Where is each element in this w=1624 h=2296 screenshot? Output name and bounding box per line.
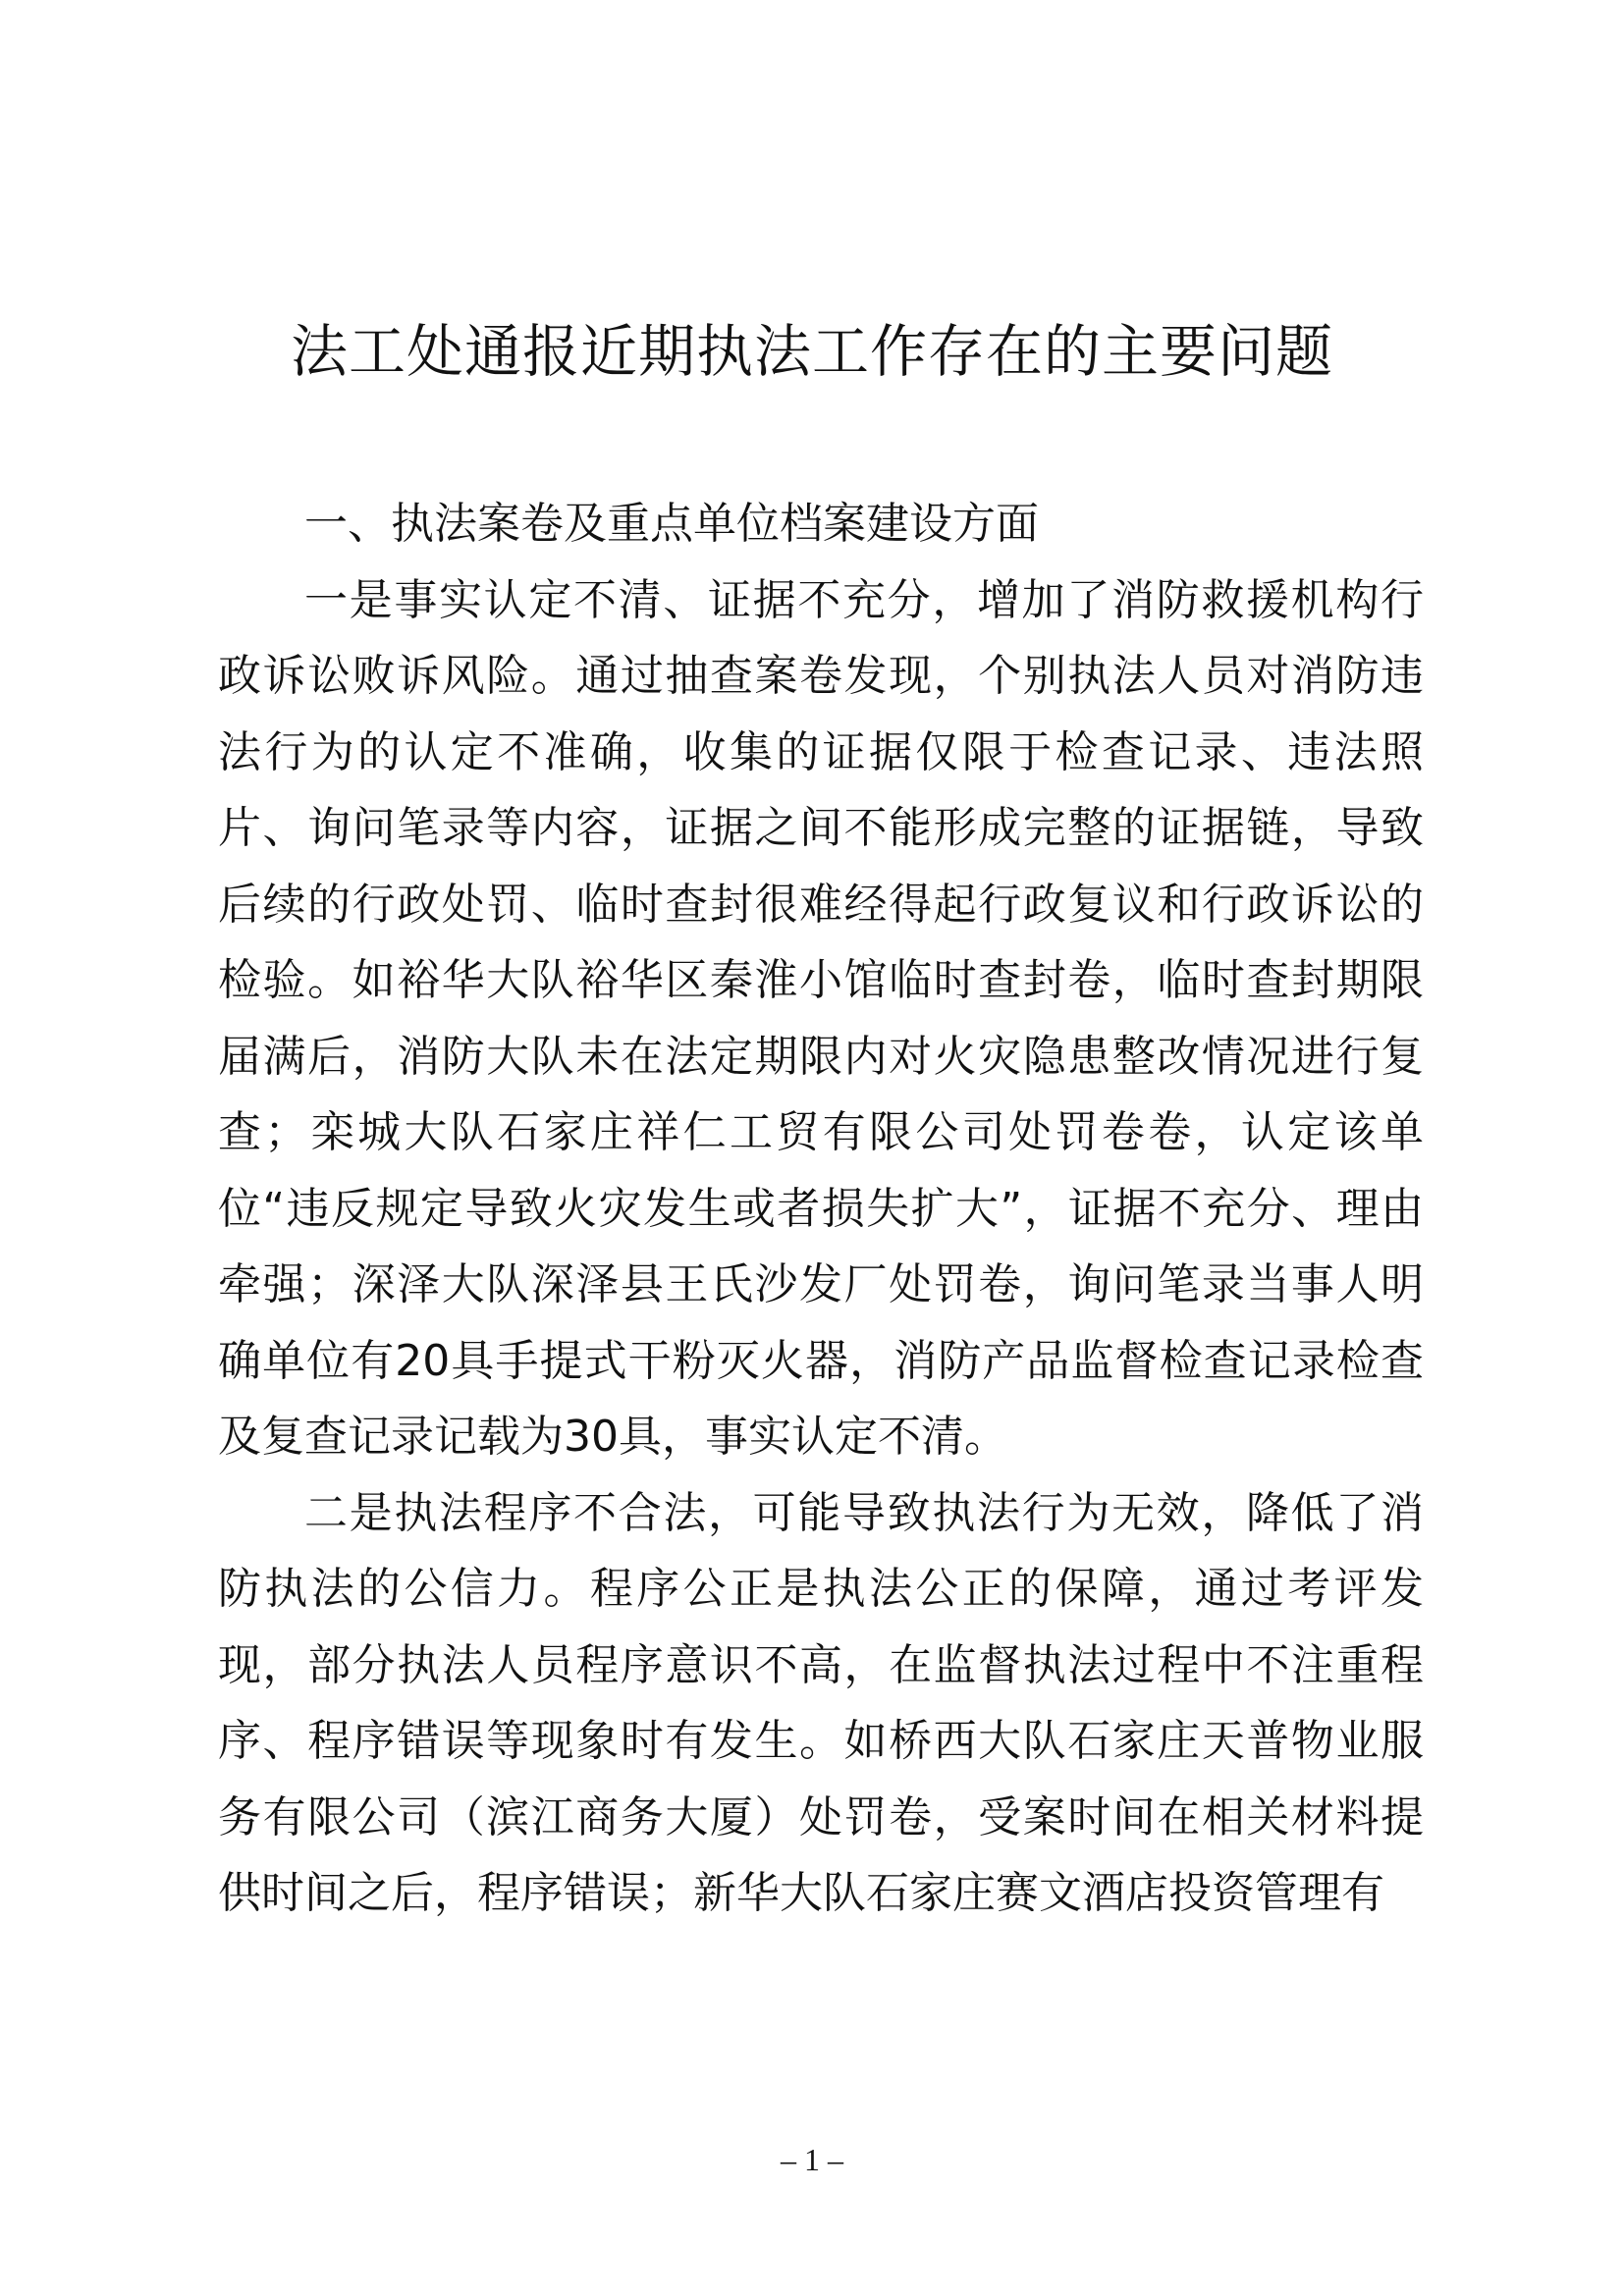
paragraph-1: 一是事实认定不清、证据不充分，增加了消防救援机构行政诉讼败诉风险。通过抽查案卷发现，个别执法人员对消防违法行为的认定不准确，收集的证据仅限于检查记录、违法照片、询问笔录等内容，证据之间不能形成完整的证据链，导致后续的行政处罚、临时查封很难经得起行政复议和行政诉讼的检验。如裕华大队裕华区秦淮小馆临时查封卷，临时查封期限届满后，消防大队未在法定期限内对火灾隐患整改情况进行复查；栾城大队石家庄祥仁工贸有限公司处罚卷卷，认定该单位“违反规定导致火灾发生或者损失扩大”，证据不充分、理由牵强；深泽大队深泽县王氏沙发厂处罚卷，询问笔录当事人明确单位有20具手提式干粉灭火器，消防产品监督检查记录检查及复查记录记载为30具，事实认定不清。 xyxy=(218,574,1424,1462)
document-title: 法工处通报近期执法工作存在的主要问题 xyxy=(290,318,1333,385)
page-number: – 1 – xyxy=(781,2142,843,2177)
section-heading: 一、执法案卷及重点单位档案建设方面 xyxy=(304,499,1039,549)
paragraph-2: 二是执法程序不合法，可能导致执法行为无效，降低了消防执法的公信力。程序公正是执法公正的保障，通过考评发现，部分执法人员程序意识不高，在监督执法过程中不注重程序、程序错误等现象时有发生。如桥西大队石家庄天普物业服务有限公司（滨江商务大厦）处罚卷，受案时间在相关材料提供时间之后，程序错误；新华大队石家庄赛文酒店投资管理有 xyxy=(218,1487,1424,1918)
document-body xyxy=(218,486,1424,1932)
